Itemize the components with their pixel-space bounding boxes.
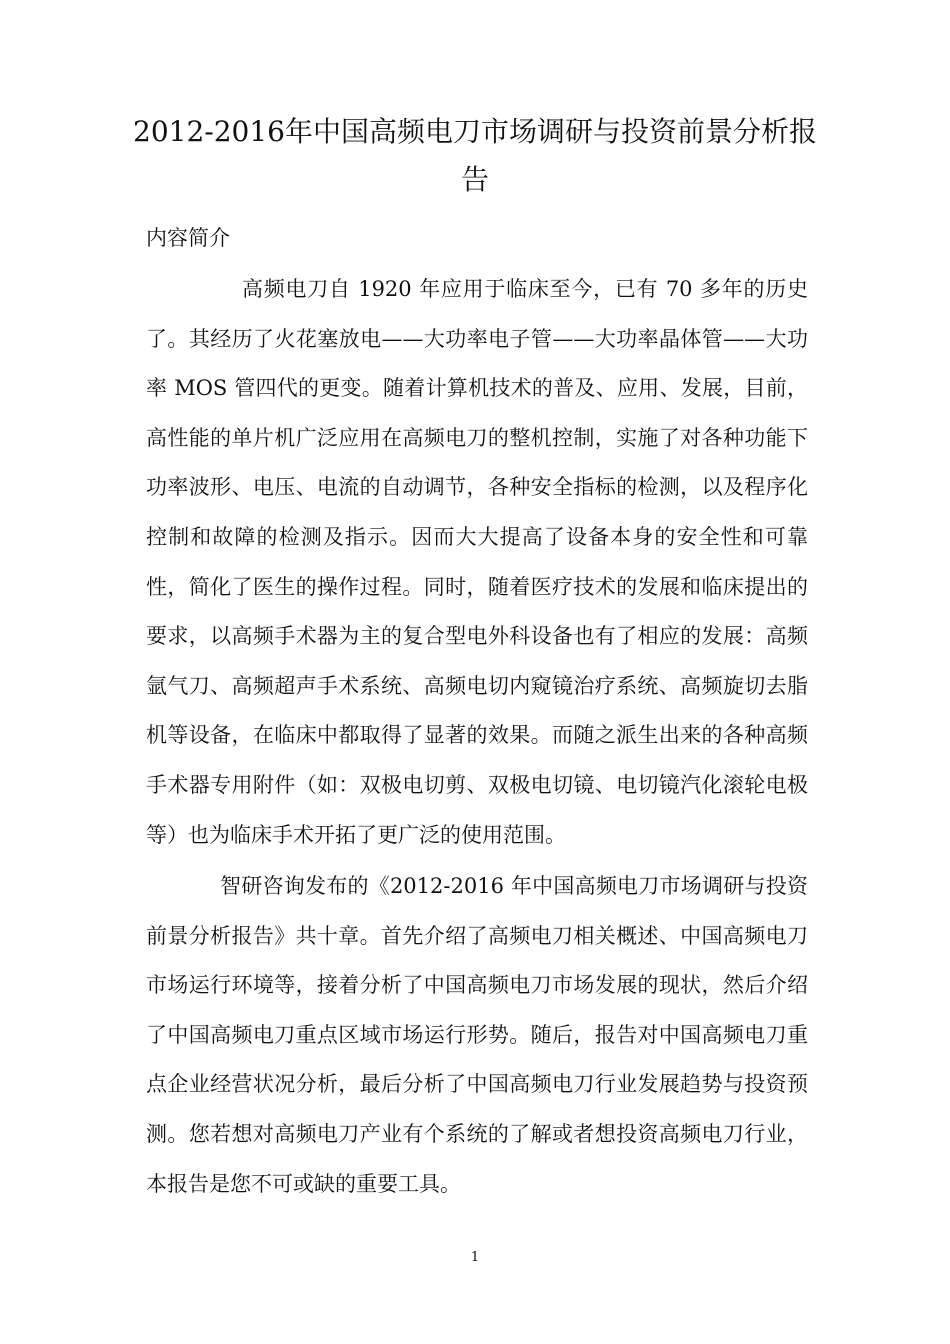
body-paragraph-2: 智研咨询发布的《2012-2016 年中国高频电刀市场调研与投资前景分析报告》共十章。首先介绍了高频电刀相关概述、中国高频电刀市场运行环境等，接着分析了中国高频电刀市场发展的现状，然后介绍了中国高频电刀重点区域市场运行形势。随后，报告对中国高频电刀重点企业经营状况分析，最后分析了中国高频电刀行业发展趋势与投资预测。您若想对高频电刀产业有个系统的了解或者想投资高频电刀行业，本报告是您不可或缺的重要工具。: [146, 874, 808, 1196]
body-paragraph-1: 高频电刀自 1920 年应用于临床至今，已有 70 多年的历史了。其经历了火花塞放电——大功率电子管——大功率晶体管——大功率 MOS 管四代的更变。随着计算机技术的普及、应用、发展，目前，高性能的单片机广泛应用在高频电刀的整机控制，实施了对各种功能下功率波形、电压、电流的自动调节，各种安全指标的检测，以及程序化控制和故障的检测及指示。因而大大提高了设备本身的安全性和可靠性，简化了医生的操作过程。同时，随着医疗技术的发展和临床提出的要求，以高频手术器为主的复合型电外科设备也有了相应的发展：高频氩气刀、高频超声手术系统、高频电切内窥镜治疗系统、高频旋切去脂机等设备，在临床中都取得了显著的效果。而随之派生出来的各种高频手术器专用附件（如：双极电切剪、双极电切镜、电切镜汽化滚轮电极等）也为临床手术开拓了更广泛的使用范围。: [146, 277, 808, 847]
report-title: 2012-2016年中国高频电刀市场调研与投资前景分析报告: [133, 115, 817, 196]
intro-heading: 内容简介: [146, 226, 230, 250]
page-number: 1: [470, 1250, 480, 1265]
